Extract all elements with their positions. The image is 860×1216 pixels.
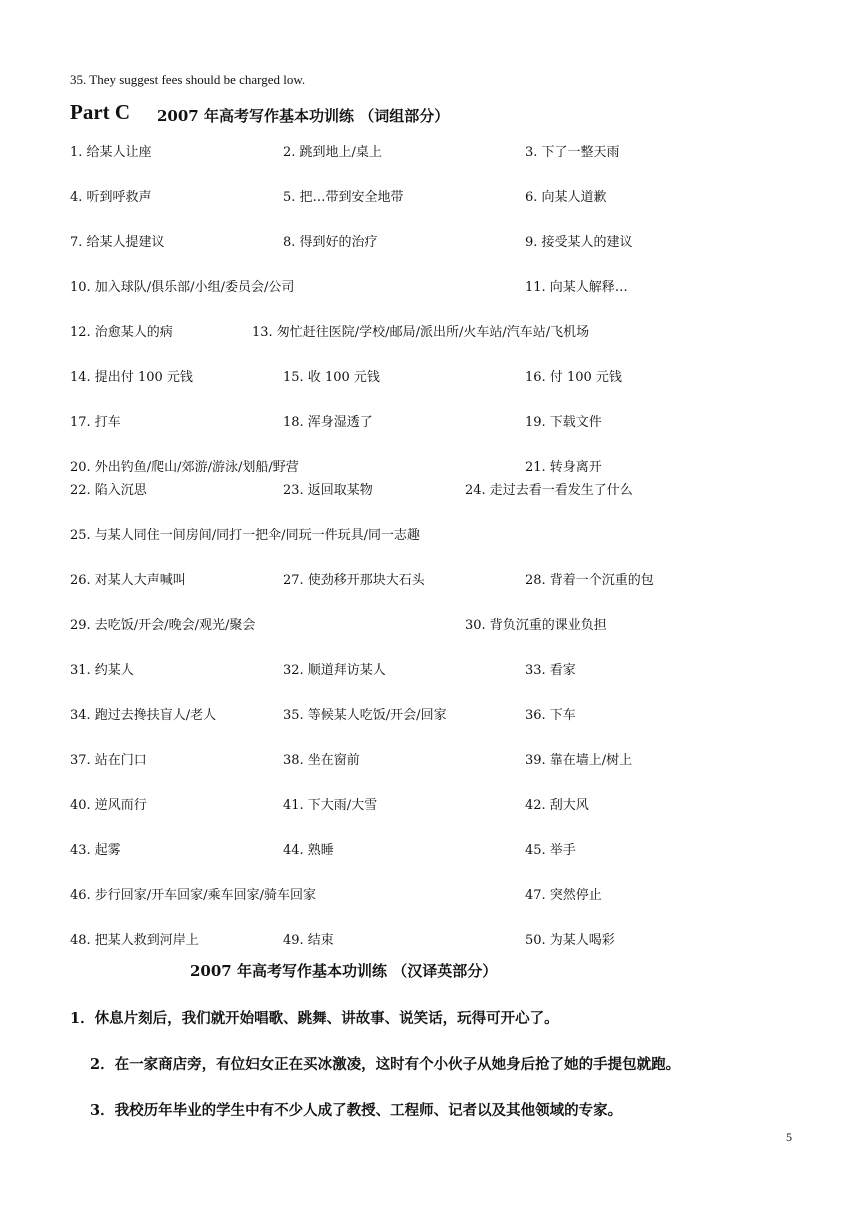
- phrase-item: 18. 浑身湿透了: [283, 415, 373, 430]
- phrase-item: 45. 举手: [525, 843, 576, 858]
- phrase-item: 46. 步行回家/开车回家/乘车回家/骑车回家: [70, 888, 316, 903]
- translation-sentence: 3．我校历年毕业的学生中有不少人成了教授、工程师、记者以及其他领域的专家。: [90, 1102, 623, 1119]
- translation-sentence: 2．在一家商店旁，有位妇女正在买冰激凌，这时有个小伙子从她身后抢了她的手提包就跑。: [90, 1056, 681, 1073]
- phrase-item: 48. 把某人救到河岸上: [70, 933, 199, 948]
- phrase-item: 26. 对某人大声喊叫: [70, 573, 186, 588]
- phrase-item: 8. 得到好的治疗: [283, 235, 378, 250]
- translation-sentence: 1．休息片刻后，我们就开始唱歌、跳舞、讲故事、说笑话，玩得可开心了。: [70, 1010, 559, 1027]
- phrase-item: 44. 熟睡: [283, 843, 334, 858]
- phrase-item: 7. 给某人提建议: [70, 235, 165, 250]
- phrase-item: 41. 下大雨/大雪: [283, 798, 378, 813]
- phrase-item: 3. 下了一整天雨: [525, 145, 620, 160]
- phrase-item: 20. 外出钓鱼/爬山/郊游/游泳/划船/野营: [70, 460, 299, 475]
- phrase-item: 33. 看家: [525, 663, 576, 678]
- phrase-item: 2. 跳到地上/桌上: [283, 145, 382, 160]
- phrase-item: 14. 提出付 100 元钱: [70, 370, 193, 385]
- phrase-item: 32. 顺道拜访某人: [283, 663, 386, 678]
- phrase-item: 28. 背着一个沉重的包: [525, 573, 654, 588]
- phrase-item: 27. 使劲移开那块大石头: [283, 573, 425, 588]
- phrase-item: 40. 逆风而行: [70, 798, 147, 813]
- phrase-item: 25. 与某人同住一间房间/同打一把伞/同玩一件玩具/同一志趣: [70, 528, 420, 543]
- phrase-item: 22. 陷入沉思: [70, 483, 147, 498]
- phrase-item: 9. 接受某人的建议: [525, 235, 633, 250]
- phrase-item: 23. 返回取某物: [283, 483, 373, 498]
- part-c-heading: Part C: [70, 100, 131, 124]
- phrase-item: 34. 跑过去搀扶盲人/老人: [70, 708, 217, 723]
- phrase-item: 35. 等候某人吃饭/开会/回家: [283, 708, 447, 723]
- phrase-item: 4. 听到呼救声: [70, 190, 152, 205]
- page-number: 5: [786, 1130, 792, 1144]
- phrase-item: 43. 起雾: [70, 843, 121, 858]
- translation-section-title: 2007 年高考写作基本功训练 （汉译英部分）: [190, 962, 498, 980]
- intro-sentence: 35. They suggest fees should be charged low.: [70, 72, 306, 87]
- phrase-item: 21. 转身离开: [525, 460, 602, 475]
- phrase-item: 49. 结束: [283, 933, 334, 948]
- phrase-item: 13. 匆忙赶往医院/学校/邮局/派出所/火车站/汽车站/飞机场: [252, 325, 590, 340]
- phrase-item: 10. 加入球队/俱乐部/小组/委员会/公司: [70, 280, 295, 295]
- phrase-item: 42. 刮大风: [525, 798, 589, 813]
- phrase-item: 47. 突然停止: [525, 888, 602, 903]
- phrase-item: 36. 下车: [525, 708, 576, 723]
- phrase-item: 37. 站在门口: [70, 753, 147, 768]
- phrase-item: 50. 为某人喝彩: [525, 933, 615, 948]
- phrase-item: 15. 收 100 元钱: [283, 370, 380, 385]
- phrase-item: 12. 治愈某人的病: [70, 325, 173, 340]
- phrase-item: 16. 付 100 元钱: [525, 370, 622, 385]
- phrase-item: 39. 靠在墙上/树上: [525, 753, 633, 768]
- phrase-item: 5. 把…带到安全地带: [283, 190, 404, 205]
- phrase-item: 1. 给某人让座: [70, 145, 152, 160]
- phrase-item: 29. 去吃饭/开会/晚会/观光/聚会: [70, 618, 256, 633]
- phrase-item: 31. 约某人: [70, 663, 134, 678]
- phrase-item: 17. 打车: [70, 415, 121, 430]
- part-c-subtitle: 2007 年高考写作基本功训练 （词组部分）: [157, 107, 450, 125]
- phrase-item: 19. 下载文件: [525, 415, 602, 430]
- phrase-item: 38. 坐在窗前: [283, 753, 360, 768]
- phrase-item: 30. 背负沉重的课业负担: [465, 618, 607, 633]
- phrase-item: 24. 走过去看一看发生了什么: [465, 483, 633, 498]
- phrase-item: 6. 向某人道歉: [525, 190, 607, 205]
- phrase-item: 11. 向某人解释…: [525, 280, 628, 295]
